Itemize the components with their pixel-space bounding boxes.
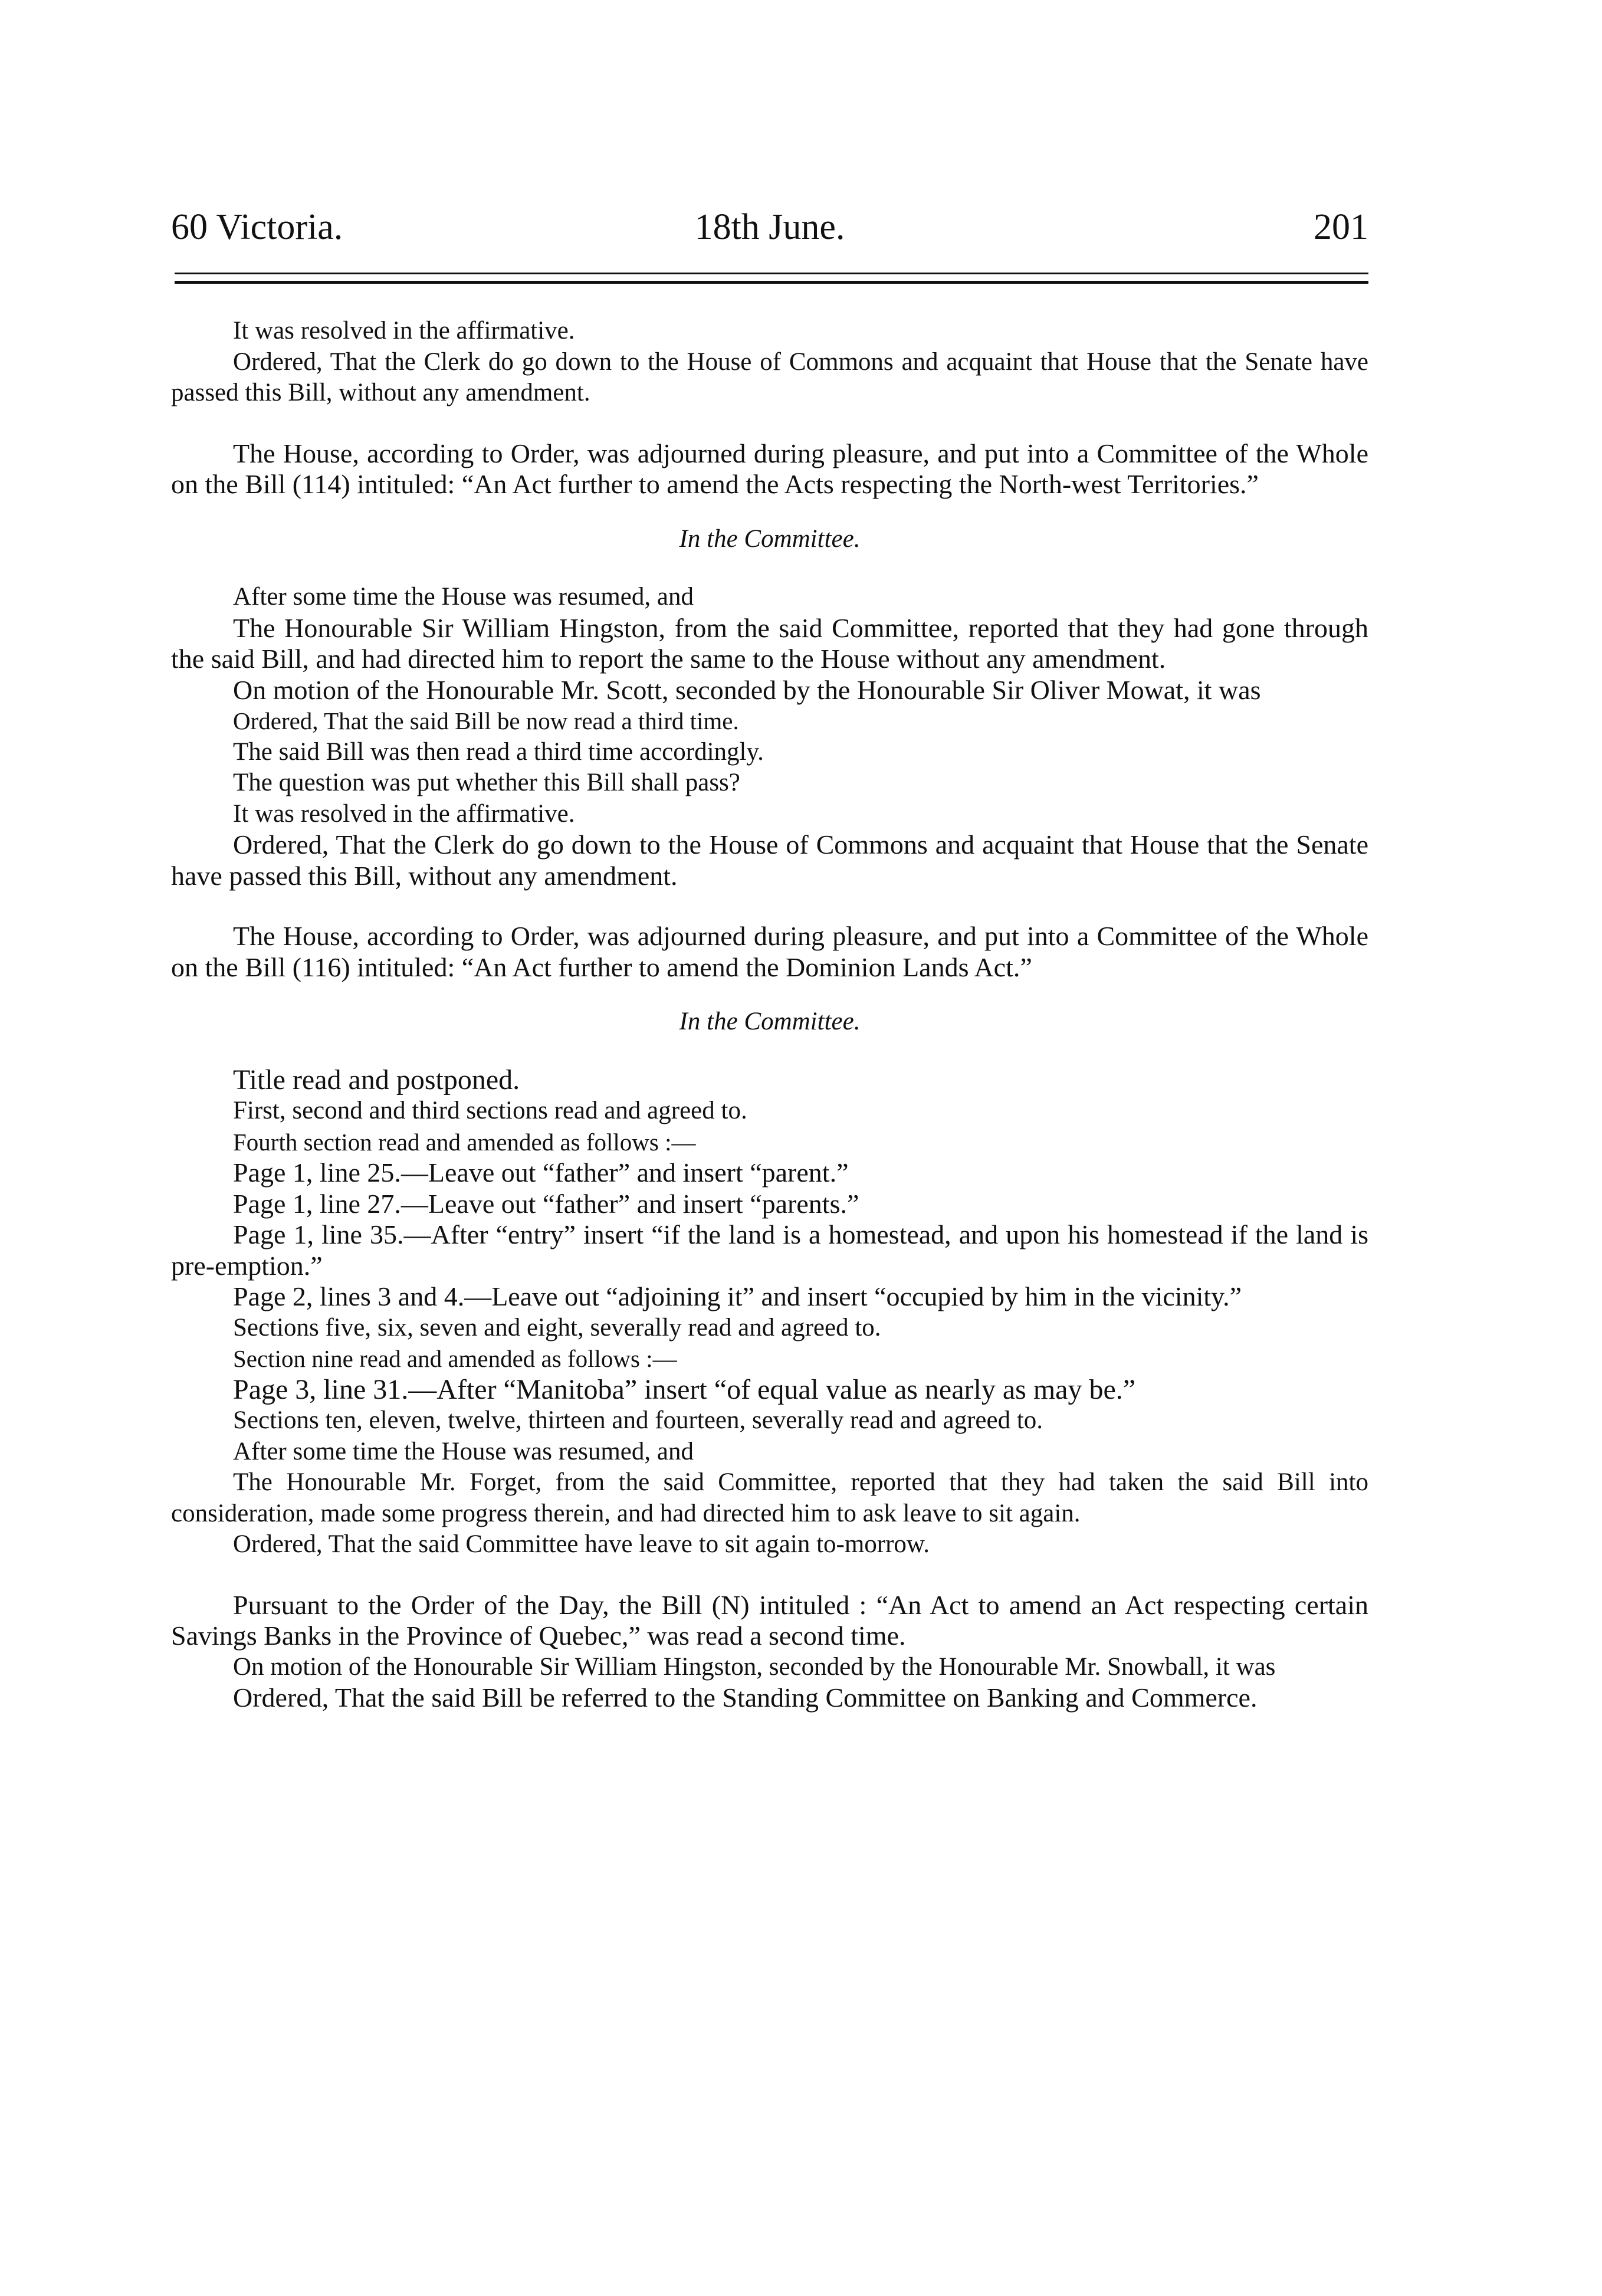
paragraph: The said Bill was then read a third time accordingly. [233,737,764,766]
paragraph: Pursuant to the Order of the Day, the Bill (N) intituled : “An Act to amend an Act respecting certain Savings Banks in the Province of Quebec,” was read a second time. [171,1589,1368,1651]
spacer [171,1560,1368,1590]
paragraph: The House, according to Order, was adjourned during pleasure, and put into a Committee of the Whole on the Bill (114) intituled: “An Act further to amend the Acts respecting the North-west Territories.” [171,438,1368,499]
section-heading: In the Committee. [679,524,861,553]
paragraph: Sections ten, eleven, twelve, thirteen and fourteen, severally read and agreed to. [233,1406,1043,1434]
header-date: 18th June. [694,207,845,247]
journal-body [171,316,1368,1714]
paragraph: It was resolved in the affirmative. [233,317,575,345]
paragraph: On motion of the Honourable Sir William Hingston, seconded by the Honourable Mr. Snowball, it was [233,1652,1276,1681]
paragraph: After some time the House was resumed, and [233,583,694,611]
paragraph: Fourth section read and amended as follows :— [233,1128,696,1156]
amendment-line: Page 1, line 35.—After “entry” insert “if the land is a homestead, and upon his homestead if the land is pre-emption.” [171,1219,1368,1281]
page-number: 201 [1314,207,1368,247]
amendment-line: Page 1, line 27.—Leave out “father” and insert “parents.” [233,1188,859,1219]
header-session: 60 Victoria. [171,207,343,247]
section-heading: In the Committee. [679,1008,861,1035]
paragraph: Section nine read and amended as follows :— [233,1345,677,1372]
paragraph: On motion of the Honourable Mr. Scott, seconded by the Honourable Sir Oliver Mowat, it was [233,674,1261,705]
amendment-line: Page 3, line 31.—After “Manitoba” insert “of equal value as nearly as may be.” [233,1373,1136,1405]
spacer [171,891,1368,921]
paragraph: First, second and third sections read and agreed to. [233,1097,747,1124]
spacer [171,409,1368,438]
paragraph: Ordered, That the Clerk do go down to the House of Commons and acquaint that House that the Senate have passed this Bill, without any amendment. [171,347,1368,406]
paragraph: Sections five, six, seven and eight, severally read and agreed to. [233,1313,881,1341]
header-rule-thin [175,273,1368,274]
paragraph: Ordered, That the said Bill be now read a third time. [233,707,739,734]
amendment-line: Page 1, line 25.—Leave out “father” and insert “parent.” [233,1157,849,1188]
paragraph: The Honourable Sir William Hingston, from the said Committee, reported that they had gone through the said Bill, and had directed him to report the same to the House without any amendment. [171,612,1368,674]
paragraph: The question was put whether this Bill shall pass? [233,769,740,796]
amendment-line: Page 2, lines 3 and 4.—Leave out “adjoining it” and insert “occupied by him in the vicinity.” [233,1281,1242,1311]
running-header [171,204,1368,251]
paragraph: After some time the House was resumed, and [233,1437,694,1465]
paragraph: The Honourable Mr. Forget, from the said Committee, reported that they had taken the said Bill into consideration, made some progress therein, and had directed him to ask leave to sit again. [171,1468,1368,1527]
paragraph: Ordered, That the Clerk do go down to the House of Commons and acquaint that House that the Senate have passed this Bill, without any amendment. [171,829,1368,891]
paragraph: Ordered, That the said Bill be referred to the Standing Committee on Banking and Commerce. [233,1682,1258,1713]
header-rule-thick [175,281,1368,284]
paragraph: Ordered, That the said Committee have leave to sit again to-morrow. [233,1530,930,1558]
paragraph: The House, according to Order, was adjourned during pleasure, and put into a Committee of the Whole on the Bill (116) intituled: “An Act further to amend the Dominion Lands Act.” [171,921,1368,982]
paragraph: Title read and postponed. [233,1064,520,1095]
paragraph: It was resolved in the affirmative. [233,799,575,828]
